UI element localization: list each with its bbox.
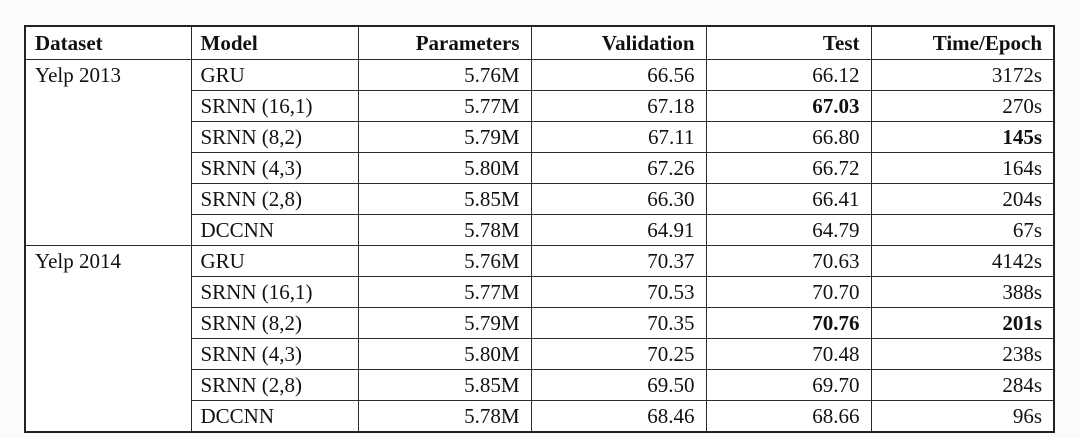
test-cell: 66.72	[706, 153, 871, 184]
time-epoch-cell: 388s	[871, 277, 1054, 308]
validation-cell: 67.11	[531, 122, 706, 153]
model-cell: SRNN (8,2)	[191, 122, 358, 153]
time-epoch-cell: 3172s	[871, 60, 1054, 91]
parameters-cell: 5.85M	[358, 370, 531, 401]
test-cell: 66.12	[706, 60, 871, 91]
validation-cell: 67.18	[531, 91, 706, 122]
dataset-label: Yelp 2014	[35, 249, 121, 273]
parameters-cell: 5.78M	[358, 401, 531, 433]
parameters-cell: 5.77M	[358, 91, 531, 122]
validation-cell: 68.46	[531, 401, 706, 433]
test-cell: 67.03	[706, 91, 871, 122]
time-epoch-cell: 238s	[871, 339, 1054, 370]
test-cell: 66.80	[706, 122, 871, 153]
parameters-cell: 5.85M	[358, 184, 531, 215]
model-cell: GRU	[191, 60, 358, 91]
time-epoch-cell: 284s	[871, 370, 1054, 401]
header-test: Test	[706, 26, 871, 60]
header-time-epoch: Time/Epoch	[871, 26, 1054, 60]
test-cell: 70.48	[706, 339, 871, 370]
dataset-cell	[25, 60, 191, 246]
time-epoch-cell: 164s	[871, 153, 1054, 184]
header-model: Model	[191, 26, 358, 60]
test-cell: 66.41	[706, 184, 871, 215]
time-epoch-cell: 96s	[871, 401, 1054, 433]
header-parameters: Parameters	[358, 26, 531, 60]
validation-cell: 69.50	[531, 370, 706, 401]
validation-cell: 66.56	[531, 60, 706, 91]
table-body	[25, 60, 1054, 433]
results-table	[24, 25, 1055, 433]
model-cell: SRNN (4,3)	[191, 153, 358, 184]
dataset-cell	[25, 246, 191, 433]
model-cell: SRNN (4,3)	[191, 339, 358, 370]
time-epoch-cell: 270s	[871, 91, 1054, 122]
parameters-cell: 5.77M	[358, 277, 531, 308]
parameters-cell: 5.76M	[358, 246, 531, 277]
table-header	[25, 26, 1054, 60]
parameters-cell: 5.79M	[358, 308, 531, 339]
table-row	[25, 60, 1054, 91]
header-dataset: Dataset	[25, 26, 191, 60]
parameters-cell: 5.79M	[358, 122, 531, 153]
test-cell: 64.79	[706, 215, 871, 246]
header-row	[25, 26, 1054, 60]
model-cell: GRU	[191, 246, 358, 277]
test-cell: 68.66	[706, 401, 871, 433]
time-epoch-cell: 204s	[871, 184, 1054, 215]
validation-cell: 70.53	[531, 277, 706, 308]
model-cell: SRNN (2,8)	[191, 184, 358, 215]
dataset-label: Yelp 2013	[35, 63, 121, 87]
model-cell: SRNN (2,8)	[191, 370, 358, 401]
validation-cell: 70.25	[531, 339, 706, 370]
model-cell: SRNN (8,2)	[191, 308, 358, 339]
time-epoch-cell: 67s	[871, 215, 1054, 246]
parameters-cell: 5.80M	[358, 339, 531, 370]
table-row	[25, 246, 1054, 277]
validation-cell: 66.30	[531, 184, 706, 215]
test-cell: 70.76	[706, 308, 871, 339]
header-validation: Validation	[531, 26, 706, 60]
parameters-cell: 5.80M	[358, 153, 531, 184]
parameters-cell: 5.76M	[358, 60, 531, 91]
validation-cell: 67.26	[531, 153, 706, 184]
validation-cell: 70.37	[531, 246, 706, 277]
validation-cell: 70.35	[531, 308, 706, 339]
model-cell: SRNN (16,1)	[191, 91, 358, 122]
time-epoch-cell: 145s	[871, 122, 1054, 153]
validation-cell: 64.91	[531, 215, 706, 246]
test-cell: 69.70	[706, 370, 871, 401]
model-cell: SRNN (16,1)	[191, 277, 358, 308]
time-epoch-cell: 4142s	[871, 246, 1054, 277]
time-epoch-cell: 201s	[871, 308, 1054, 339]
test-cell: 70.63	[706, 246, 871, 277]
test-cell: 70.70	[706, 277, 871, 308]
model-cell: DCCNN	[191, 215, 358, 246]
model-cell: DCCNN	[191, 401, 358, 433]
parameters-cell: 5.78M	[358, 215, 531, 246]
